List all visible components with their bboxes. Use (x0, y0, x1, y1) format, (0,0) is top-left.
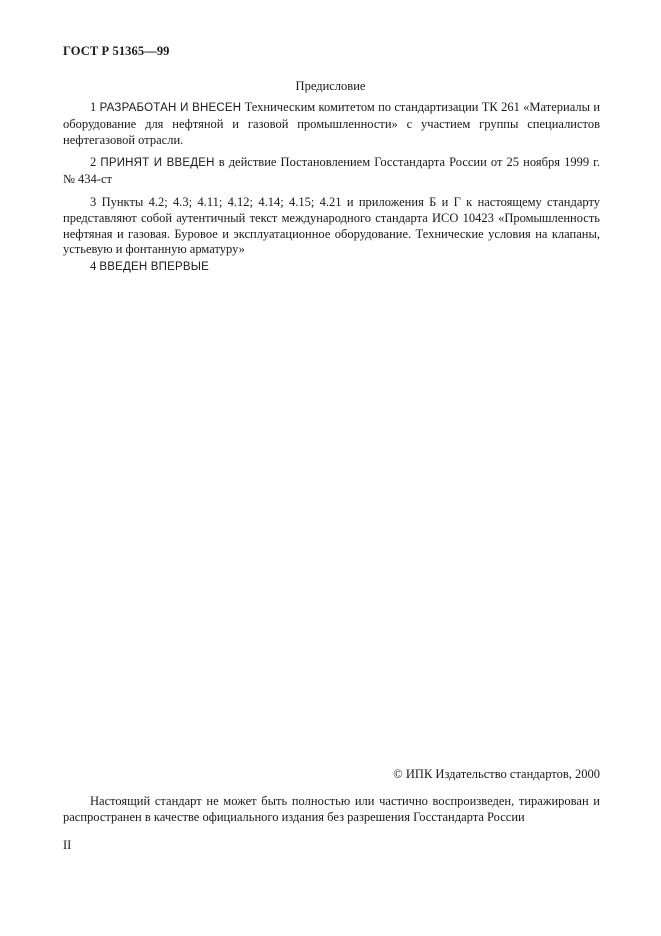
item-lead: ПРИНЯТ И ВВЕДЕН (100, 157, 215, 169)
section-heading: Предисловие (295, 79, 366, 93)
item-lead: РАЗРАБОТАН И ВНЕСЕН (99, 102, 242, 114)
foreword-item-4 (63, 259, 600, 276)
item-text: в действие Постановлением Госстандарта России от 25 ноября 1999 г. № 434-ст (63, 155, 601, 186)
foreword-item-1 (63, 100, 600, 148)
item-text: Техническим комитетом по стандартизации ТК 261 «Материалы и оборудование для нефтяной и газовой промышленности» с участием группы специалистов нефтегазовой отрасли. (63, 100, 601, 147)
foreword-item-3 (63, 195, 600, 258)
foreword-item-2 (63, 155, 600, 188)
item-number: 4 (90, 259, 97, 273)
item-number: 1 (90, 100, 97, 114)
item-number: 2 (90, 155, 97, 169)
reproduction-notice: Настоящий стандарт не может быть полностью или частично воспроизведен, тиражирован и распространен в качестве официального издания без разрешения Госстандарта России (63, 794, 600, 824)
copyright-line: © ИПК Издательство стандартов, 2000 (393, 767, 600, 781)
item-lead: ВВЕДЕН ВПЕРВЫЕ (99, 261, 209, 273)
item-text: Пункты 4.2; 4.3; 4.11; 4.12; 4.14; 4.15; 4.21 и приложения Б и Г к настоящему стандарту представляют собой аутентичный текст международного стандарта ИСО 10423 «Промышленность нефтяная и газовая. Буровое и эксплуатационное оборудование. Технические условия на клапаны, устьевую и фонтанную арматуру» (63, 195, 601, 257)
document-code: ГОСТ Р 51365—99 (63, 44, 170, 58)
item-number: 3 (90, 195, 97, 209)
page-number: II (63, 838, 72, 852)
